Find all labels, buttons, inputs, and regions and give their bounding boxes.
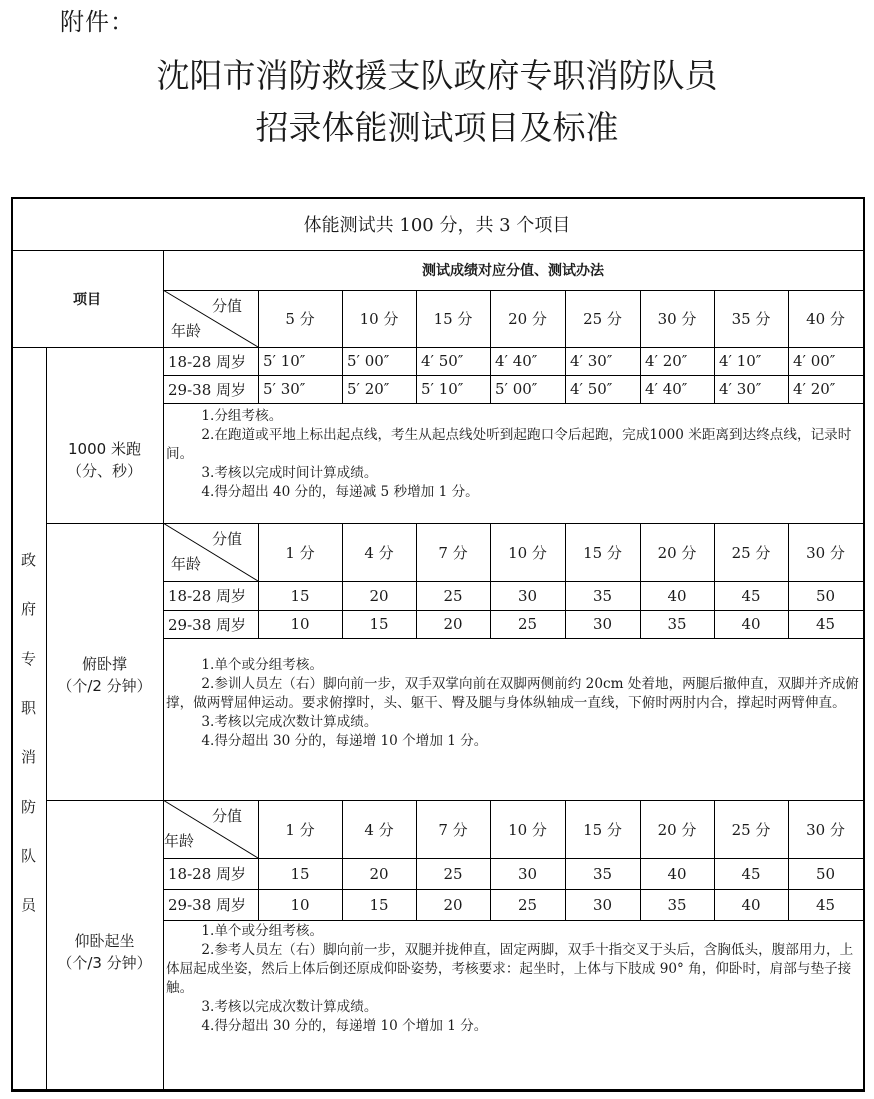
test-item-name [46, 523, 163, 800]
score-value: 50 [815, 586, 836, 605]
method-step: 1.单个或分组考核。 [201, 657, 324, 673]
diagonal-age-label: 年龄 [171, 555, 202, 573]
score-value: 4′ 30″ [719, 380, 762, 398]
score-header: 25 分 [731, 820, 771, 839]
score-value: 10 [290, 895, 310, 914]
score-header: 25 分 [583, 310, 622, 328]
test-item-title: 仰卧起坐 [74, 932, 135, 950]
score-header: 1 分 [285, 820, 315, 839]
score-header: 25 分 [731, 543, 771, 562]
score-value: 40 [667, 586, 687, 605]
score-value: 40 [667, 864, 687, 883]
method-step: 3.考核以完成时间计算成绩。 [201, 465, 378, 481]
score-value: 25 [443, 586, 463, 605]
score-value: 20 [369, 586, 389, 605]
score-header: 40 分 [806, 310, 845, 328]
test-item-unit: （分、秒） [66, 462, 142, 480]
diagonal-age-label: 年龄 [171, 322, 202, 340]
test-item-title: 1000 米跑 [68, 440, 141, 458]
age-group-label: 29-38 周岁 [168, 896, 247, 914]
test-item-name [46, 800, 163, 1089]
score-header: 4 分 [364, 820, 394, 839]
test-item-title: 俯卧撑 [81, 655, 127, 673]
score-value: 30 [592, 615, 613, 633]
score-value: 50 [815, 864, 836, 883]
score-header: 15 分 [583, 543, 622, 562]
score-value: 35 [592, 864, 613, 883]
score-value: 4′ 50″ [421, 352, 464, 370]
attachment-label: 附件： [60, 8, 135, 36]
score-header: 30 分 [806, 543, 845, 562]
score-value: 5′ 10″ [263, 352, 306, 370]
score-value: 30 [592, 895, 613, 914]
test-method-description [163, 656, 863, 751]
method-step: 4.得分超出 40 分的，每递减 5 秒增加 1 分。 [201, 484, 479, 500]
method-step: 4.得分超出 30 分的，每递增 10 个增加 1 分。 [201, 733, 488, 749]
score-value: 15 [369, 895, 389, 914]
score-value: 20 [369, 864, 389, 883]
score-value: 4′ 50″ [570, 380, 613, 398]
score-header: 20 分 [657, 820, 697, 839]
page-title-line1: 沈阳市消防救援支队政府专职消防队员 [156, 56, 718, 95]
score-value: 10 [290, 615, 310, 633]
test-method-description [163, 407, 863, 502]
score-value: 20 [443, 615, 463, 633]
score-value: 35 [667, 615, 687, 633]
score-value: 45 [741, 864, 761, 883]
test-item-unit: （个/2 分钟） [57, 677, 152, 695]
score-value: 4′ 20″ [793, 380, 836, 398]
diagonal-score-label: 分值 [212, 807, 243, 825]
score-value: 35 [592, 586, 613, 605]
row-rule [163, 920, 863, 921]
score-value: 4′ 20″ [645, 352, 688, 370]
method-step: 3.考核以完成次数计算成绩。 [201, 999, 378, 1015]
table-border-right [863, 197, 865, 1092]
age-group-label: 18-28 周岁 [168, 865, 247, 883]
diagonal-score-label: 分值 [212, 297, 243, 315]
row-rule [163, 638, 863, 639]
score-value: 5′ 20″ [347, 380, 390, 398]
score-header: 7 分 [438, 820, 468, 839]
age-group-label: 18-28 周岁 [168, 352, 247, 371]
test-method-description [163, 922, 863, 1036]
group-label-char: 防 [20, 797, 36, 816]
method-step: 2.在跑道或平地上标出起点线，考生从起点线处听到起跑口令后起跑，完成1000 米距离到达终点线，记录时间。 [166, 427, 852, 462]
score-value: 5′ 00″ [495, 380, 538, 398]
score-header: 1 分 [285, 543, 315, 562]
score-header: 10 分 [508, 820, 547, 839]
group-label-char: 员 [20, 896, 36, 915]
score-value: 30 [517, 864, 538, 883]
score-header: 4 分 [364, 543, 394, 562]
score-header: 7 分 [438, 543, 468, 562]
method-step: 4.得分超出 30 分的，每递增 10 个增加 1 分。 [201, 1018, 488, 1034]
score-value: 25 [443, 864, 463, 883]
page-title-line2: 招录体能测试项目及标准 [255, 108, 619, 147]
score-value: 5′ 30″ [263, 380, 306, 398]
score-header: 20 分 [657, 543, 697, 562]
score-value: 25 [517, 895, 538, 914]
score-header: 30 分 [657, 310, 697, 328]
score-value: 40 [741, 615, 761, 633]
group-label-char: 政 [20, 551, 36, 569]
group-label-char: 职 [20, 698, 36, 717]
diagonal-score-label: 分值 [212, 530, 243, 548]
row-rule [163, 403, 863, 404]
score-value: 4′ 40″ [645, 380, 688, 398]
score-value: 35 [667, 895, 687, 914]
score-value: 4′ 30″ [570, 352, 613, 370]
score-header: 15 分 [583, 820, 622, 839]
score-value: 15 [290, 586, 310, 605]
test-item-name [46, 347, 163, 523]
group-label-char: 府 [20, 600, 36, 619]
table-border-bottom [11, 1089, 865, 1092]
score-value: 45 [815, 895, 836, 914]
score-value: 40 [741, 895, 761, 914]
score-value: 5′ 10″ [421, 380, 464, 398]
score-value: 20 [443, 895, 463, 914]
age-group-label: 29-38 周岁 [168, 615, 247, 634]
diagonal-age-label: 年龄 [164, 832, 195, 850]
group-label-char: 专 [20, 649, 36, 668]
score-value: 45 [815, 615, 836, 633]
group-label-char: 消 [20, 748, 36, 767]
score-header: 15 分 [433, 310, 473, 328]
score-header: 35 分 [731, 310, 771, 328]
table-banner: 体能测试共 100 分，共 3 个项目 [303, 214, 571, 236]
score-value: 15 [369, 615, 389, 633]
method-step: 1.分组考核。 [201, 408, 283, 424]
score-value: 5′ 00″ [347, 352, 390, 370]
method-step: 1.单个或分组考核。 [201, 923, 324, 939]
item-header: 项目 [73, 291, 101, 308]
method-step: 3.考核以完成次数计算成绩。 [201, 714, 378, 730]
score-value: 4′ 10″ [719, 352, 762, 370]
method-step: 2.参训人员左（右）脚向前一步，双手双掌向前在双脚两侧前约 20cm 处着地，两腿后撤伸直，双脚并齐成俯撑，做两臂屈伸运动。要求俯撑时，头、躯干、臀及腿与身体纵轴成一直线，下俯时两肘内合，撑起时两臂伸直。 [166, 676, 859, 711]
score-header: 5 分 [285, 310, 315, 328]
score-header: 20 分 [508, 310, 547, 328]
method-header: 测试成绩对应分值、测试办法 [422, 263, 604, 279]
group-label-char: 队 [20, 846, 36, 865]
score-value: 45 [741, 586, 761, 605]
score-header: 10 分 [359, 310, 399, 328]
score-value: 25 [517, 615, 538, 633]
score-value: 4′ 00″ [793, 352, 836, 370]
score-value: 4′ 40″ [495, 352, 538, 370]
score-header: 10 分 [508, 543, 547, 562]
score-value: 15 [290, 864, 310, 883]
test-item-unit: （个/3 分钟） [57, 954, 152, 972]
method-step: 2.参考人员左（右）脚向前一步，双腿并拢伸直，固定两脚，双手十指交叉于头后，含胸低头，腹部用力，上体屈起成坐姿，然后上体后倒还原成仰卧姿势，考核要求：起坐时，上体与下肢成 90° 角，仰卧时，肩部与垫子接触。 [166, 942, 854, 996]
age-group-label: 29-38 周岁 [168, 380, 247, 399]
score-value: 30 [517, 586, 538, 605]
score-header: 30 分 [806, 820, 845, 839]
age-group-label: 18-28 周岁 [168, 587, 247, 605]
